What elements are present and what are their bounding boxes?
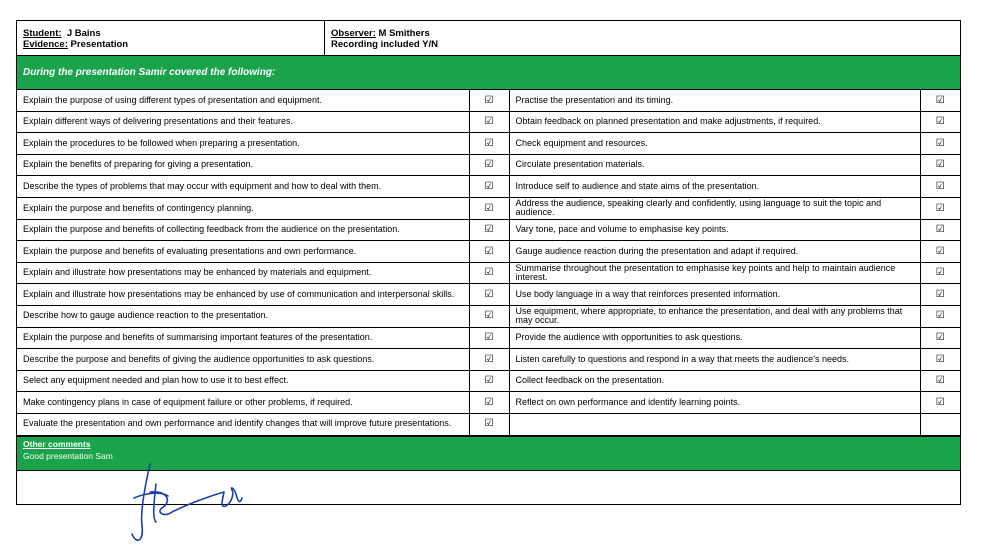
criterion-knowledge: Describe the types of problems that may occur with equipment and how to deal with them. bbox=[17, 176, 469, 198]
checkbox-skill-icon: ☑ bbox=[920, 133, 960, 155]
table-row bbox=[17, 133, 960, 155]
checkbox-knowledge-icon: ☑ bbox=[469, 154, 509, 176]
table-row bbox=[17, 284, 960, 306]
observer-label: Observer: bbox=[331, 28, 376, 39]
checkbox-skill-icon: ☑ bbox=[920, 262, 960, 284]
table-row bbox=[17, 111, 960, 133]
criterion-skill: Reflect on own performance and identify learning points. bbox=[509, 392, 920, 414]
criterion-skill: Vary tone, pace and volume to emphasise key points. bbox=[509, 219, 920, 241]
checkbox-skill-icon: ☑ bbox=[920, 111, 960, 133]
checkbox-skill-icon: ☑ bbox=[920, 392, 960, 414]
table-row bbox=[17, 197, 960, 219]
table-row bbox=[17, 154, 960, 176]
criterion-knowledge: Describe how to gauge audience reaction to the presentation. bbox=[17, 305, 469, 327]
criterion-skill: Use body language in a way that reinforces presented information. bbox=[509, 284, 920, 306]
student-value: J Bains bbox=[66, 28, 101, 39]
evidence-label: Evidence: bbox=[23, 39, 68, 50]
criterion-skill: Provide the audience with opportunities to ask questions. bbox=[509, 327, 920, 349]
checkbox-knowledge-icon: ☑ bbox=[469, 392, 509, 414]
criterion-skill: Circulate presentation materials. bbox=[509, 154, 920, 176]
checkbox-knowledge-icon: ☑ bbox=[469, 133, 509, 155]
criterion-knowledge: Explain the purpose and benefits of contingency planning. bbox=[17, 197, 469, 219]
criterion-knowledge: Describe the purpose and benefits of giving the audience opportunities to ask questions. bbox=[17, 349, 469, 371]
checkbox-knowledge-icon: ☑ bbox=[469, 219, 509, 241]
criterion-skill bbox=[509, 413, 920, 435]
checkbox-skill-icon: ☑ bbox=[920, 284, 960, 306]
student-evidence-cell bbox=[17, 21, 325, 55]
table-row bbox=[17, 305, 960, 327]
criterion-skill: Address the audience, speaking clearly and confidently, using language to suit the topic and audience. bbox=[509, 197, 920, 219]
table-row bbox=[17, 349, 960, 371]
checkbox-knowledge-icon: ☑ bbox=[469, 176, 509, 198]
criterion-skill: Collect feedback on the presentation. bbox=[509, 370, 920, 392]
checkbox-knowledge-icon: ☑ bbox=[469, 305, 509, 327]
criterion-knowledge: Explain different ways of delivering presentations and their features. bbox=[17, 111, 469, 133]
observer-value: M Smithers bbox=[378, 28, 430, 39]
checkbox-skill-icon: ☑ bbox=[920, 241, 960, 263]
criterion-skill: Obtain feedback on planned presentation and make adjustments, if required. bbox=[509, 111, 920, 133]
checkbox-knowledge-icon: ☑ bbox=[469, 370, 509, 392]
checkbox-skill-icon: ☑ bbox=[920, 370, 960, 392]
criterion-knowledge: Explain the purpose and benefits of collecting feedback from the audience on the presentation. bbox=[17, 219, 469, 241]
criterion-knowledge: Evaluate the presentation and own performance and identify changes that will improve future presentations. bbox=[17, 413, 469, 435]
checkbox-knowledge-icon: ☑ bbox=[469, 197, 509, 219]
criterion-knowledge: Explain the purpose and benefits of evaluating presentations and own performance. bbox=[17, 241, 469, 263]
other-comments-title: Other comments bbox=[23, 438, 91, 449]
table-row bbox=[17, 413, 960, 435]
checkbox-knowledge-icon: ☑ bbox=[469, 327, 509, 349]
criterion-skill: Gauge audience reaction during the presentation and adapt if required. bbox=[509, 241, 920, 263]
table-row bbox=[17, 262, 960, 284]
checkbox-knowledge-icon: ☑ bbox=[469, 413, 509, 435]
criterion-skill: Listen carefully to questions and respond in a way that meets the audience’s needs. bbox=[509, 349, 920, 371]
section-title: During the presentation Samir covered the following: bbox=[17, 56, 960, 90]
other-comments-text: Good presentation Sam bbox=[23, 450, 113, 461]
criterion-skill: Summarise throughout the presentation to emphasise key points and help to maintain audience interest. bbox=[509, 262, 920, 284]
checkbox-skill-icon: ☑ bbox=[920, 90, 960, 111]
table-row bbox=[17, 90, 960, 111]
criterion-knowledge: Explain the procedures to be followed when preparing a presentation. bbox=[17, 133, 469, 155]
observation-record bbox=[16, 20, 961, 505]
checkbox-skill-icon: ☑ bbox=[920, 176, 960, 198]
table-row bbox=[17, 370, 960, 392]
handwritten-signature bbox=[128, 462, 248, 544]
evidence-value: Presentation bbox=[70, 39, 129, 50]
checkbox-skill-icon: ☑ bbox=[920, 349, 960, 371]
recording-included: Recording included Y/N bbox=[331, 39, 438, 50]
criterion-skill: Use equipment, where appropriate, to enhance the presentation, and deal with any problems that may occur. bbox=[509, 305, 920, 327]
table-row bbox=[17, 392, 960, 414]
criterion-skill: Introduce self to audience and state aims of the presentation. bbox=[509, 176, 920, 198]
observer-cell bbox=[325, 21, 960, 55]
criterion-knowledge: Explain the purpose of using different types of presentation and equipment. bbox=[17, 90, 469, 111]
criterion-skill: Practise the presentation and its timing. bbox=[509, 90, 920, 111]
checkbox-knowledge-icon: ☑ bbox=[469, 284, 509, 306]
header-row bbox=[17, 21, 960, 56]
checkbox-skill-icon: ☑ bbox=[920, 305, 960, 327]
table-row bbox=[17, 176, 960, 198]
criteria-table bbox=[17, 90, 960, 436]
student-label: Student: bbox=[23, 28, 62, 39]
checkbox-skill-icon: ☑ bbox=[920, 154, 960, 176]
checkbox-knowledge-icon: ☑ bbox=[469, 262, 509, 284]
criterion-knowledge: Make contingency plans in case of equipment failure or other problems, if required. bbox=[17, 392, 469, 414]
criterion-skill: Check equipment and resources. bbox=[509, 133, 920, 155]
table-row bbox=[17, 219, 960, 241]
table-row bbox=[17, 327, 960, 349]
checkbox-skill-icon: ☑ bbox=[920, 197, 960, 219]
checkbox-knowledge-icon: ☑ bbox=[469, 111, 509, 133]
checkbox-skill-icon: ☑ bbox=[920, 327, 960, 349]
table-row bbox=[17, 241, 960, 263]
checkbox-knowledge-icon: ☑ bbox=[469, 349, 509, 371]
criterion-knowledge: Explain and illustrate how presentations may be enhanced by use of communication and interpersonal skills. bbox=[17, 284, 469, 306]
criterion-knowledge: Explain the benefits of preparing for giving a presentation. bbox=[17, 154, 469, 176]
checkbox-knowledge-icon: ☑ bbox=[469, 241, 509, 263]
criterion-knowledge: Select any equipment needed and plan how to use it to best effect. bbox=[17, 370, 469, 392]
checkbox-skill-icon: ☑ bbox=[920, 219, 960, 241]
checkbox-knowledge-icon: ☑ bbox=[469, 90, 509, 111]
criterion-knowledge: Explain and illustrate how presentations may be enhanced by materials and equipment. bbox=[17, 262, 469, 284]
criterion-knowledge: Explain the purpose and benefits of summarising important features of the presentation. bbox=[17, 327, 469, 349]
checkbox-skill-icon bbox=[920, 413, 960, 435]
